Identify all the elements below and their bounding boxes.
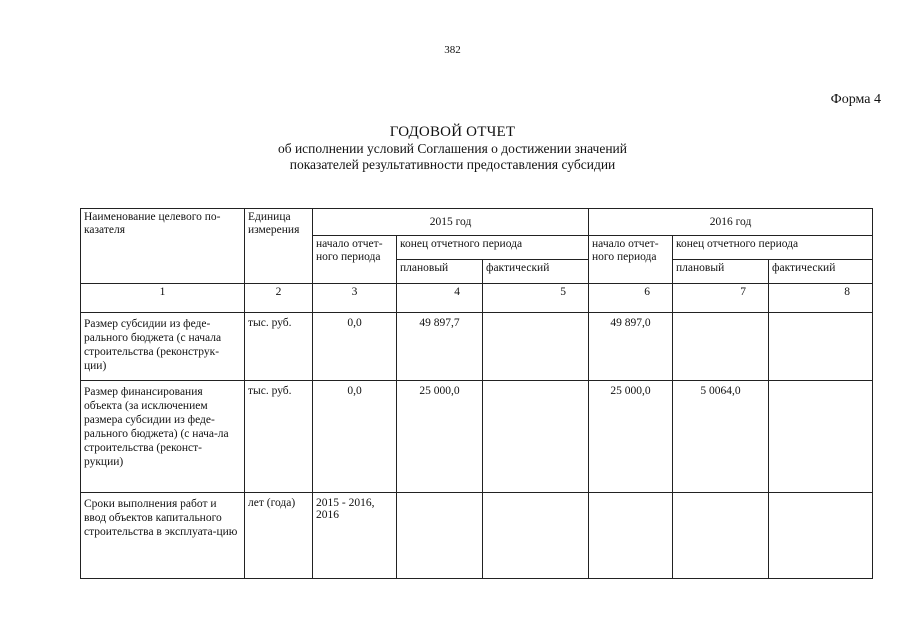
row-unit: тыс. руб. bbox=[245, 313, 313, 381]
table-row bbox=[81, 493, 873, 579]
header-end-2016: конец отчетного периода bbox=[673, 236, 873, 260]
row-c4 bbox=[397, 493, 483, 579]
row-name: Размер финансирования объекта (за исключением размера субсидии из феде-рального бюджета) (с нача-ла строительства (реконст-рукции) bbox=[81, 381, 245, 493]
col-number-5: 5 bbox=[483, 284, 589, 313]
row-c4: 25 000,0 bbox=[397, 381, 483, 493]
report-table bbox=[80, 208, 873, 579]
row-name: Сроки выполнения работ и ввод объектов капитального строительства в эксплуата-цию bbox=[81, 493, 245, 579]
col-number-2: 2 bbox=[245, 284, 313, 313]
header-actual-2016: фактический bbox=[769, 260, 873, 284]
row-c7: 5 0064,0 bbox=[673, 381, 769, 493]
header-unit: Единица измерения bbox=[245, 209, 313, 284]
page-number: 382 bbox=[444, 44, 461, 56]
header-year-2015: 2015 год bbox=[313, 209, 589, 236]
row-c3: 0,0 bbox=[313, 313, 397, 381]
header-planned-2015: плановый bbox=[397, 260, 483, 284]
col-number-3: 3 bbox=[313, 284, 397, 313]
header-end-2015: конец отчетного периода bbox=[397, 236, 589, 260]
row-unit: тыс. руб. bbox=[245, 381, 313, 493]
report-title: ГОДОВОЙ ОТЧЕТ bbox=[389, 124, 516, 140]
row-unit: лет (года) bbox=[245, 493, 313, 579]
form-label: Форма 4 bbox=[830, 92, 881, 107]
header-year-2016: 2016 год bbox=[589, 209, 873, 236]
row-c6: 25 000,0 bbox=[589, 381, 673, 493]
row-c6: 49 897,0 bbox=[589, 313, 673, 381]
header-name: Наименование целевого по-казателя bbox=[81, 209, 245, 284]
col-number-6: 6 bbox=[589, 284, 673, 313]
col-number-1: 1 bbox=[81, 284, 245, 313]
row-c7 bbox=[673, 493, 769, 579]
title-block bbox=[0, 124, 905, 173]
row-c3: 2015 - 2016, 2016 bbox=[313, 493, 397, 579]
report-subtitle-line2: показателей результативности предоставления субсидии bbox=[289, 157, 616, 172]
row-c8 bbox=[769, 493, 873, 579]
col-number-7: 7 bbox=[673, 284, 769, 313]
col-number-8: 8 bbox=[769, 284, 873, 313]
column-number-row bbox=[81, 284, 873, 313]
col-number-4: 4 bbox=[397, 284, 483, 313]
row-c5 bbox=[483, 493, 589, 579]
report-subtitle-line1: об исполнении условий Соглашения о достижении значений bbox=[277, 141, 628, 156]
row-c5 bbox=[483, 381, 589, 493]
table-row bbox=[81, 313, 873, 381]
header-start-2016: начало отчет-ного периода bbox=[589, 236, 673, 284]
row-name: Размер субсидии из феде-рального бюджета (с начала строительства (реконструк-ции) bbox=[81, 313, 245, 381]
row-c7 bbox=[673, 313, 769, 381]
header-start-2015: начало отчет-ного периода bbox=[313, 236, 397, 284]
row-c3: 0,0 bbox=[313, 381, 397, 493]
row-c8 bbox=[769, 381, 873, 493]
table-row bbox=[81, 381, 873, 493]
header-actual-2015: фактический bbox=[483, 260, 589, 284]
header-planned-2016: плановый bbox=[673, 260, 769, 284]
row-c4: 49 897,7 bbox=[397, 313, 483, 381]
row-c6 bbox=[589, 493, 673, 579]
row-c8 bbox=[769, 313, 873, 381]
row-c5 bbox=[483, 313, 589, 381]
